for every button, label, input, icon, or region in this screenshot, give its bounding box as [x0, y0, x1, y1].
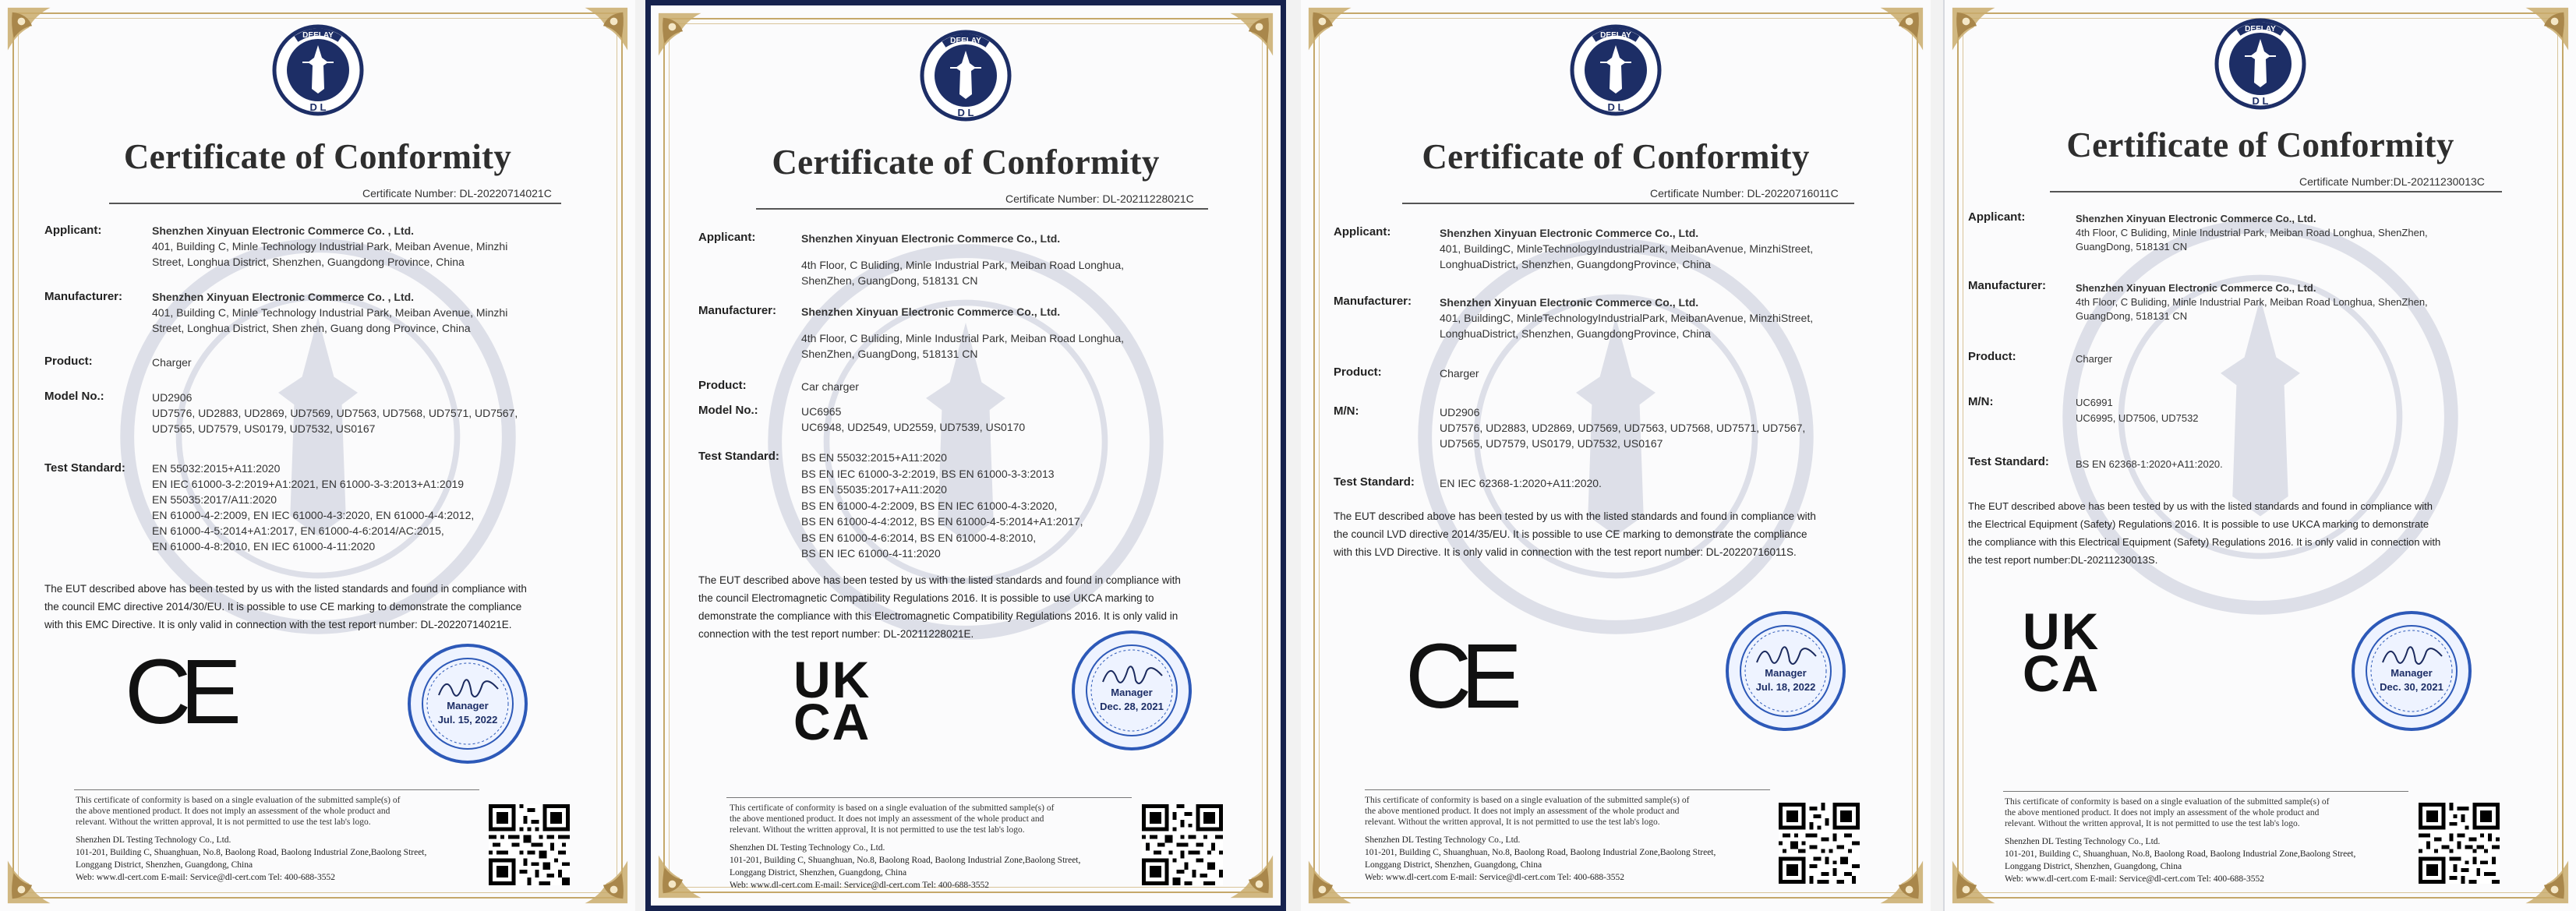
certificate-panel-3: [1301, 0, 1931, 911]
corner-ornament-icon: [570, 5, 631, 65]
footer-disclaimer: [2005, 796, 2329, 829]
applicant-address-line: ShenZhen, GuangDong, 518131 CN: [801, 274, 978, 287]
approval-stamp: [1070, 629, 1193, 752]
description-line: the council Electromagnetic Compatibility Regulations 2016. It is possible to use UKCA marking to: [698, 592, 1154, 604]
standard-line: BS EN 61000-4-2:2009, BS EN IEC 61000-4-3:2020,: [801, 499, 1058, 512]
footer-disclaimer: [1365, 795, 1689, 828]
disclaimer-line: relevant. Without the written approval, It is not permitted to use the test lab's logo.: [730, 825, 1025, 835]
model-list: [1440, 404, 1805, 451]
standard-line: BS EN 55035:2017+A11:2020: [801, 483, 947, 496]
standard-line: BS EN 62368-1:2020+A11:2020.: [2076, 458, 2223, 470]
standard-line: BS EN IEC 61000-4-11:2020: [801, 547, 941, 560]
standard-line: BS EN IEC 61000-3-2:2019, BS EN 61000-3-3:2013: [801, 467, 1055, 480]
manufacturer-address-line: 401, BuildingC, MinleTechnologyIndustrialPark, MeibanAvenue, MinzhiStreet,: [1440, 312, 1814, 324]
description-line: The EUT described above has been tested by us with the listed standards and found in compliance with: [1334, 510, 1816, 522]
manufacturer-name: Shenzhen Xinyuan Electronic Commerce Co. , Ltd.: [152, 291, 415, 303]
disclaimer-line: the above mentioned product. It does not imply an assessment of the whole product and: [2005, 808, 2320, 817]
manufacturer-address-line: 401, Building C, Minle Technology Industrial Park, Meiban Avenue, Minzhi: [152, 306, 508, 319]
manufacturer-block: [1440, 295, 1813, 341]
stamp-title: Manager: [1765, 667, 1807, 679]
compliance-description: [1334, 507, 1816, 561]
disclaimer-line: This certificate of conformity is based on a single evaluation of the submitted sample(s) of: [730, 803, 1055, 813]
corner-ornament-icon: [1306, 5, 1366, 65]
lab-address-line: 101-201, Building C, Shuanghuan, No.8, Baolong Road, Baolong Industrial Zone,Baolong Street,: [730, 856, 1081, 865]
corner-ornament-icon: [1215, 840, 1276, 901]
model-line: UC6948, UD2549, UD2559, UD7539, US0170: [801, 421, 1026, 433]
applicant-block: [801, 231, 1124, 288]
model-line: UD7565, UD7579, US0179, UD7532, US0167: [1440, 437, 1663, 450]
model-line: UD2906: [152, 391, 193, 404]
certificate-title: Certificate of Conformity: [772, 143, 1160, 182]
applicant-address-line: 4th Floor, C Buliding, Minle Industrial Park, Meiban Road Longhua,: [801, 259, 1125, 271]
manufacturer-address-line: Street, Longhua District, Shen zhen, Guang dong Province, China: [152, 322, 471, 334]
description-line: connection with the test report number: DL-20211228021E.: [698, 628, 974, 640]
svg-text:D L: D L: [957, 107, 974, 118]
lab-contact: [76, 834, 426, 884]
standard-line: EN 61000-4-8:2010, EN IEC 61000-4-11:2020: [152, 540, 376, 553]
description-line: with this LVD Directive. It is only valid in connection with the test report number: DL-20220716011S.: [1334, 546, 1797, 558]
stamp-title: Manager: [1111, 687, 1153, 698]
ukca-mark: [2023, 602, 2116, 702]
model-label: M/N:: [1334, 404, 1359, 418]
description-line: with this EMC Directive. It is only valid in connection with the test report number: DL-20220714021E.: [44, 619, 512, 630]
certificate-panel-4: [1943, 0, 2576, 911]
description-line: the council LVD directive 2014/35/EU. It is possible to use CE marking to demonstrate the compliance: [1334, 528, 1807, 540]
svg-text:D L: D L: [2252, 95, 2269, 107]
applicant-block: [2076, 212, 2428, 254]
svg-text:DEELAY: DEELAY: [302, 31, 334, 40]
model-line: UC6995, UD7506, UD7532: [2076, 412, 2199, 424]
certificate-number: Certificate Number: DL-20211228021C: [1005, 192, 1194, 205]
applicant-address-line: GuangDong, 518131 CN: [2076, 241, 2188, 252]
svg-text:D L: D L: [1607, 101, 1624, 113]
model-label: M/N:: [1968, 395, 1994, 408]
applicant-address-line: LonghuaDistrict, Shenzhen, GuangdongProvince, China: [1440, 258, 1711, 270]
corner-ornament-icon: [1949, 846, 2010, 906]
model-list: [801, 404, 1025, 435]
footer-disclaimer: [76, 795, 400, 828]
corner-ornament-icon: [1865, 846, 1926, 906]
description-line: The EUT described above has been tested by us with the listed standards and found in compliance with: [1968, 500, 2433, 512]
applicant-label: Applicant:: [1334, 225, 1391, 238]
manufacturer-block: [152, 289, 507, 336]
applicant-address-line: 4th Floor, C Buliding, Minle Industrial Park, Meiban Road Longhua, ShenZhen,: [2076, 227, 2428, 238]
test-standard-label: Test Standard:: [1968, 455, 2049, 468]
lab-name: Shenzhen DL Testing Technology Co., Ltd.: [76, 835, 231, 845]
stamp-date: Jul. 15, 2022: [437, 714, 498, 726]
disclaimer-line: relevant. Without the written approval, It is not permitted to use the test lab's logo.: [76, 817, 371, 827]
manufacturer-name: Shenzhen Xinyuan Electronic Commerce Co., Ltd.: [2076, 282, 2316, 294]
disclaimer-line: This certificate of conformity is based on a single evaluation of the submitted sample(s) of: [2005, 797, 2330, 807]
description-line: The EUT described above has been tested by us with the listed standards and found in compliance with: [44, 583, 527, 595]
ukca-mark-bottom: CA: [2023, 644, 2101, 702]
manufacturer-address-line: LonghuaDistrict, Shenzhen, GuangdongProvince, China: [1440, 327, 1711, 340]
standard-line: EN 61000-4-2:2009, EN IEC 61000-4-3:2020, EN 61000-4-4:2012,: [152, 509, 475, 521]
applicant-block: [1440, 225, 1813, 272]
manufacturer-label: Manufacturer:: [1968, 279, 2047, 292]
lab-contact-line: Web: www.dl-cert.com E-mail: Service@dl-cert.com Tel: 400-688-3552: [1365, 873, 1624, 882]
disclaimer-line: the above mentioned product. It does not imply an assessment of the whole product and: [76, 807, 390, 816]
corner-ornament-icon: [655, 10, 716, 71]
standard-line: EN 61000-4-5:2014+A1:2017, EN 61000-4-6:2014/AC:2015,: [152, 524, 444, 537]
lab-address-line: Longgang District, Shenzhen, Guangdong, China: [2005, 862, 2182, 871]
svg-text:D L: D L: [309, 101, 326, 113]
disclaimer-line: This certificate of conformity is based on a single evaluation of the submitted sample(s) of: [1365, 796, 1690, 805]
manufacturer-block: [801, 304, 1124, 362]
certificate-title: Certificate of Conformity: [2066, 125, 2454, 164]
lab-address-line: Longgang District, Shenzhen, Guangdong, China: [730, 868, 907, 877]
title-underline: [1402, 203, 1854, 204]
test-standard-list: [2076, 457, 2223, 472]
lab-address-line: 101-201, Building C, Shuanghuan, No.8, Baolong Road, Baolong Industrial Zone,Baolong Street,: [76, 848, 427, 857]
test-standard-list: [152, 461, 474, 554]
lab-name: Shenzhen DL Testing Technology Co., Ltd.: [2005, 837, 2161, 846]
applicant-address-line: 401, BuildingC, MinleTechnologyIndustrialPark, MeibanAvenue, MinzhiStreet,: [1440, 242, 1814, 255]
corner-ornament-icon: [1865, 5, 1926, 65]
corner-ornament-icon: [2511, 846, 2571, 906]
product-label: Product:: [1334, 365, 1382, 379]
product-label: Product:: [698, 379, 747, 392]
standard-line: BS EN 61000-4-4:2012, BS EN 61000-4-5:2014+A1:2017,: [801, 515, 1083, 528]
applicant-label: Applicant:: [1968, 210, 2026, 224]
model-label: Model No.:: [698, 404, 758, 417]
disclaimer-line: relevant. Without the written approval, It is not permitted to use the test lab's logo.: [2005, 819, 2300, 828]
applicant-label: Applicant:: [698, 231, 756, 244]
model-line: UD7576, UD2883, UD2869, UD7569, UD7563, UD7568, UD7571, UD7567,: [152, 407, 518, 419]
footer-divider: [726, 797, 1132, 798]
description-line: demonstrate the compliance with this Electromagnetic Compatibility Regulations 2016. It is only valid in: [698, 610, 1178, 622]
ukca-mark-top: UK: [2023, 602, 2101, 660]
title-underline: [109, 203, 561, 204]
lab-address-line: 101-201, Building C, Shuanghuan, No.8, Baolong Road, Baolong Industrial Zone,Baolong Street,: [1365, 848, 1716, 857]
manufacturer-address-line: GuangDong, 518131 CN: [2076, 310, 2188, 322]
qr-code-icon[interactable]: [489, 804, 570, 885]
applicant-address-line: Street, Longhua District, Shenzhen, Guangdong Province, China: [152, 256, 465, 268]
applicant-name: Shenzhen Xinyuan Electronic Commerce Co., Ltd.: [1440, 227, 1699, 239]
svg-text:DEELAY: DEELAY: [2245, 25, 2276, 34]
standard-line: BS EN 61000-4-6:2014, BS EN 61000-4-8:2010,: [801, 531, 1037, 544]
manufacturer-label: Manufacturer:: [44, 290, 123, 303]
certificate-number: Certificate Number: DL-20220714021C: [362, 187, 552, 200]
standard-line: BS EN 55032:2015+A11:2020: [801, 451, 947, 464]
disclaimer-line: the above mentioned product. It does not imply an assessment of the whole product and: [730, 814, 1044, 824]
ce-mark: CE: [1405, 625, 1511, 728]
approval-stamp: [406, 642, 529, 765]
test-standard-label: Test Standard:: [1334, 475, 1415, 489]
model-list: [2076, 395, 2199, 426]
standard-line: EN 55035:2017/A11:2020: [152, 493, 277, 506]
deelay-logo: [2212, 16, 2309, 118]
manufacturer-name: Shenzhen Xinyuan Electronic Commerce Co., Ltd.: [1440, 296, 1699, 309]
applicant-label: Applicant:: [44, 224, 102, 237]
standard-line: EN 55032:2015+A11:2020: [152, 462, 281, 475]
lab-name: Shenzhen DL Testing Technology Co., Ltd.: [730, 843, 885, 853]
model-line: UD2906: [1440, 406, 1480, 418]
svg-text:DEELAY: DEELAY: [1600, 31, 1631, 40]
manufacturer-address-line: 4th Floor, C Buliding, Minle Industrial Park, Meiban Road Longhua,: [801, 332, 1125, 344]
standard-line: EN IEC 62368-1:2020+A11:2020.: [1440, 477, 1602, 489]
footer-divider: [2003, 791, 2408, 792]
corner-ornament-icon: [5, 5, 65, 65]
product-value: Charger: [2076, 353, 2112, 365]
qr-code-icon[interactable]: [1779, 803, 1860, 884]
description-line: the council EMC directive 2014/30/EU. It is possible to use CE marking to demonstrate the compliance: [44, 601, 522, 613]
stamp-title: Manager: [2390, 667, 2433, 679]
footer-divider: [74, 789, 479, 790]
corner-ornament-icon: [655, 840, 716, 901]
product-value: Charger: [152, 356, 192, 369]
disclaimer-line: This certificate of conformity is based on a single evaluation of the submitted sample(s) of: [76, 796, 401, 805]
certificate-panel-2: [645, 0, 1286, 911]
applicant-name: Shenzhen Xinyuan Electronic Commerce Co. , Ltd.: [152, 224, 415, 237]
corner-ornament-icon: [5, 846, 65, 906]
ukca-mark-top: UK: [793, 651, 871, 708]
approval-stamp: [2350, 609, 2473, 733]
ukca-mark: [793, 651, 887, 750]
applicant-name: Shenzhen Xinyuan Electronic Commerce Co., Ltd.: [2076, 213, 2316, 224]
model-line: UD7576, UD2883, UD2869, UD7569, UD7563, UD7568, UD7571, UD7567,: [1440, 422, 1806, 434]
title-underline: [2050, 191, 2502, 192]
ce-mark: CE: [125, 641, 231, 743]
stamp-date: Dec. 30, 2021: [2380, 681, 2443, 693]
deelay-logo: [270, 22, 366, 125]
manufacturer-address-line: ShenZhen, GuangDong, 518131 CN: [801, 348, 978, 360]
disclaimer-line: relevant. Without the written approval, It is not permitted to use the test lab's logo.: [1365, 817, 1660, 827]
applicant-address-line: 401, Building C, Minle Technology Industrial Park, Meiban Avenue, Minzhi: [152, 240, 508, 252]
manufacturer-address-line: 4th Floor, C Buliding, Minle Industrial Park, Meiban Road Longhua, ShenZhen,: [2076, 296, 2428, 308]
svg-text:DEELAY: DEELAY: [950, 37, 981, 45]
qr-code-icon[interactable]: [1142, 804, 1223, 885]
test-standard-list: [801, 450, 1083, 562]
standard-line: EN IEC 61000-3-2:2019+A1:2021, EN 61000-3-3:2013+A1:2019: [152, 478, 465, 490]
certificate-title: Certificate of Conformity: [1422, 137, 1810, 176]
footer-divider: [1365, 789, 1770, 790]
model-list: [152, 390, 518, 436]
test-standard-list: [1440, 475, 1602, 491]
certificate-number: Certificate Number: DL-20220716011C: [1650, 187, 1839, 200]
footer-disclaimer: [730, 803, 1054, 835]
description-line: the test report number:DL-20211230013S.: [1968, 554, 2158, 566]
model-label: Model No.:: [44, 390, 104, 403]
test-standard-label: Test Standard:: [44, 461, 125, 475]
product-label: Product:: [1968, 350, 2016, 363]
lab-contact-line: Web: www.dl-cert.com E-mail: Service@dl-cert.com Tel: 400-688-3552: [2005, 874, 2264, 884]
ukca-mark-bottom: CA: [793, 693, 871, 750]
lab-name: Shenzhen DL Testing Technology Co., Ltd.: [1365, 835, 1521, 845]
compliance-description: [1968, 497, 2440, 569]
disclaimer-line: the above mentioned product. It does not imply an assessment of the whole product and: [1365, 807, 1680, 816]
description-line: the Electrical Equipment (Safety) Regulations 2016. It is possible to use UKCA marking to demonstrate: [1968, 518, 2429, 530]
lab-contact: [1365, 834, 1716, 884]
product-value: Car charger: [801, 380, 859, 393]
stamp-date: Dec. 28, 2021: [1100, 701, 1164, 712]
model-line: UC6965: [801, 405, 842, 418]
lab-contact-line: Web: www.dl-cert.com E-mail: Service@dl-cert.com Tel: 400-688-3552: [730, 881, 989, 890]
lab-address-line: 101-201, Building C, Shuanghuan, No.8, Baolong Road, Baolong Industrial Zone,Baolong Street,: [2005, 849, 2356, 859]
model-line: UC6991: [2076, 397, 2113, 408]
corner-ornament-icon: [1949, 5, 2010, 65]
applicant-name: Shenzhen Xinyuan Electronic Commerce Co., Ltd.: [801, 232, 1061, 245]
lab-address-line: Longgang District, Shenzhen, Guangdong, China: [1365, 860, 1542, 870]
compliance-description: [44, 580, 527, 634]
product-value: Charger: [1440, 367, 1479, 380]
manufacturer-block: [2076, 281, 2428, 323]
lab-contact-line: Web: www.dl-cert.com E-mail: Service@dl-cert.com Tel: 400-688-3552: [76, 873, 335, 882]
manufacturer-label: Manufacturer:: [698, 304, 777, 317]
corner-ornament-icon: [1215, 10, 1276, 71]
approval-stamp: [1724, 609, 1847, 733]
product-label: Product:: [44, 355, 93, 368]
description-line: The EUT described above has been tested by us with the listed standards and found in compliance with: [698, 574, 1181, 586]
lab-contact: [730, 842, 1080, 892]
certificate-number: Certificate Number:DL-20211230013C: [2299, 175, 2485, 188]
corner-ornament-icon: [1306, 846, 1366, 906]
stamp-title: Manager: [447, 700, 489, 711]
lab-contact: [2005, 835, 2355, 885]
qr-code-icon[interactable]: [2419, 803, 2500, 884]
lab-address-line: Longgang District, Shenzhen, Guangdong, China: [76, 860, 253, 870]
test-standard-label: Test Standard:: [698, 450, 779, 463]
certificate-panel-1: [0, 0, 635, 911]
model-line: UD7565, UD7579, US0179, UD7532, US0167: [152, 422, 376, 435]
description-line: the compliance with this Electrical Equipment (Safety) Regulations 2016. It is only valid in connection with: [1968, 536, 2441, 548]
deelay-logo: [1567, 22, 1664, 125]
corner-ornament-icon: [2511, 5, 2571, 65]
certificate-title: Certificate of Conformity: [123, 137, 512, 176]
applicant-block: [152, 223, 507, 270]
manufacturer-label: Manufacturer:: [1334, 295, 1412, 308]
stamp-date: Jul. 18, 2022: [1755, 681, 1816, 693]
title-underline: [756, 208, 1208, 210]
manufacturer-name: Shenzhen Xinyuan Electronic Commerce Co., Ltd.: [801, 305, 1061, 318]
corner-ornament-icon: [570, 846, 631, 906]
deelay-logo: [917, 27, 1014, 130]
